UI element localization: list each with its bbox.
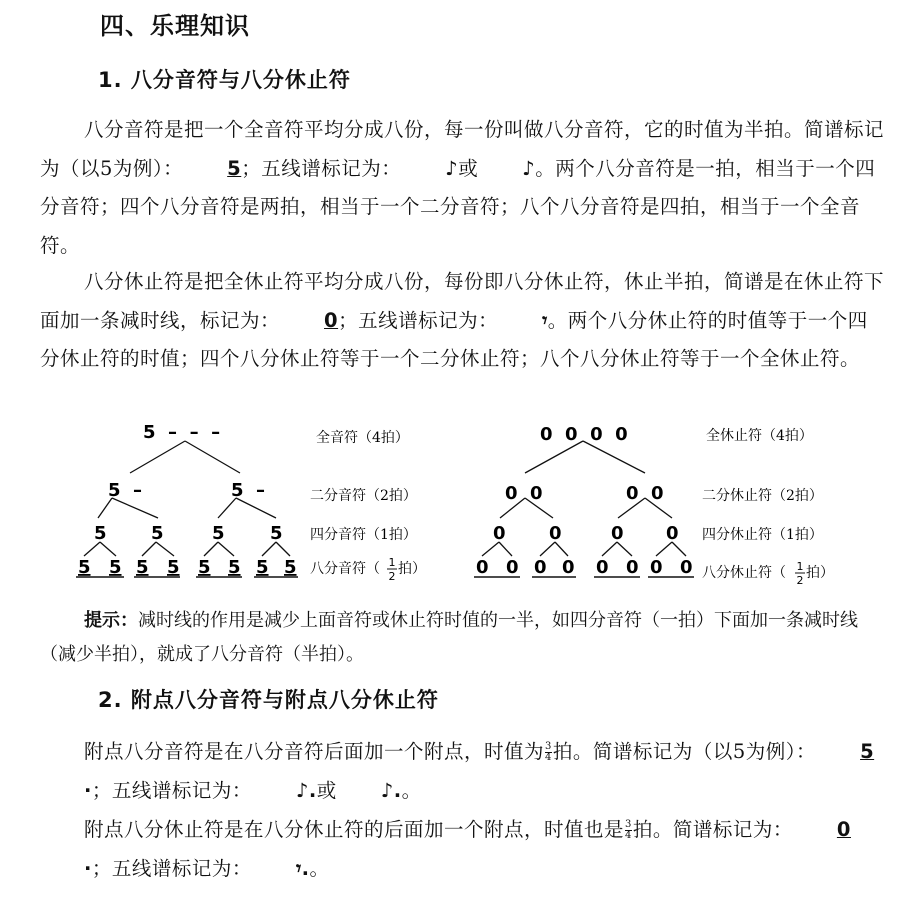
eighth-note: 5 [198,557,211,578]
frac-den: 4 [625,830,632,841]
staff-eighth-note-up-icon: ♪ [522,156,536,180]
tip-paragraph [40,604,885,672]
quarter-notes [94,523,283,544]
text: 。 [309,856,330,880]
quarter-note: 5 [270,523,283,544]
staff-eighth-rest-icon: 𝄾 [542,308,548,332]
text: ；五线谱标记为： [338,308,499,332]
eighth-rest: 0 [534,557,547,578]
label-whole-note: 全音符（4拍） [316,430,409,446]
eighth-note: 5 [78,557,91,578]
label-eighth-note-end: 拍） [398,561,426,577]
text: 附点八分休止符是在八分休止符的后面加一个附点，时值也是 [84,818,625,841]
eighth-note: 5 [284,557,297,578]
jianpu-dotted-eighth-rest: 0 [836,818,851,841]
quarter-rest: 0 [611,523,624,544]
eighth-rest: 0 [476,557,489,578]
label-eighth-note: 八分音符（ [310,561,380,577]
eighth-rest: 0 [596,557,609,578]
fraction-three-quarters [625,820,632,841]
eighth-rests [476,557,693,578]
label-eighth-rest-end: 拍） [806,565,834,581]
tip-label: 提示： [84,610,138,631]
eighth-rest: 0 [562,557,575,578]
frac-num: 3 [625,819,632,830]
whole-rest: 0 0 0 0 [540,424,628,445]
half-rest: 0 0 [505,483,543,504]
paragraph-eighth-note [40,111,885,265]
text: 八分音符是把一个全音符平均分成八份，每一份叫做八分音符，它的时值为半拍。简谱标记为（以5为例）： [40,118,885,180]
augmentation-dot: · [84,856,92,880]
text: 。 [401,778,422,802]
text: ；五线谱标记为： [91,856,252,880]
text: 。两个八分休止符的时值等于一个四分休止符的时值；四个八分休止符等于一个二分休止符；八个八分休止符等于一个全休止符。 [40,308,868,370]
quarter-note: 5 [151,523,164,544]
quarter-rest: 0 [493,523,506,544]
text: 。两个八分音符是一拍，相当于一个四分音符；四个八分音符是两拍，相当于一个二分音符；八个八分音符是四拍，相当于一个全音符。 [40,156,876,257]
jianpu-eighth-rest: 0 [324,308,339,332]
eighth-note: 5 [136,557,149,578]
quarter-note: 5 [212,523,225,544]
tip-text: 减时线的作用是减少上面音符或休止符时值的一半，如四分音符（一拍）下面加一条减时线（减少半拍），就成了八分音符（半拍）。 [40,610,858,665]
eighth-rest: 0 [506,557,519,578]
staff-dotted-eighth-note-down-icon: ♪. [380,778,402,802]
label-eighth-rest: 八分休止符（ [702,565,786,581]
staff-dotted-eighth-note-up-icon: ♪. [295,778,317,802]
paragraph-dotted-eighth-note [40,733,885,810]
half-rest: 0 0 [626,483,664,504]
jianpu-eighth-note: 5 [227,156,242,180]
text: 或 [458,156,479,180]
frac-num: 1 [388,556,396,569]
paragraph-dotted-eighth-rest [40,811,885,888]
frac-den: 2 [388,570,396,583]
eighth-note: 5 [228,557,241,578]
eighth-note: 5 [256,557,269,578]
note-division-diagram [0,410,920,595]
text: ；五线谱标记为： [241,156,402,180]
subsection-heading-2: 2. 附点八分音符与附点八分休止符 [98,688,439,712]
label-quarter-note: 四分音符（1拍） [310,527,417,543]
text: 或 [316,778,337,802]
fraction-three-quarters [545,742,552,763]
label-quarter-rest: 四分休止符（1拍） [702,527,823,543]
eighth-rest: 0 [650,557,663,578]
text: 拍。简谱标记为： [632,818,793,841]
frac-den: 2 [796,574,804,587]
eighth-note: 5 [167,557,180,578]
eighth-rest: 0 [626,557,639,578]
staff-eighth-note-down-icon: ♪ [445,156,459,180]
quarter-rest: 0 [666,523,679,544]
text: ；五线谱标记为： [91,778,252,802]
section-title: 四、乐理知识 [100,12,250,40]
text: 附点八分音符是在八分音符后面加一个附点，时值为 [84,740,545,763]
eighth-note: 5 [109,557,122,578]
augmentation-dot: · [84,778,92,802]
label-half-rest: 二分休止符（2拍） [702,488,823,504]
eighth-rest: 0 [680,557,693,578]
jianpu-dotted-eighth-note: 5 [860,740,875,763]
frac-num: 1 [796,560,804,573]
paragraph-eighth-rest [40,263,885,379]
half-note: 5 – [108,480,143,501]
subsection-heading-1: 1. 八分音符与八分休止符 [98,68,351,92]
frac-num: 3 [545,741,552,752]
whole-note: 5 – – – [143,422,221,443]
half-note: 5 – [231,480,266,501]
quarter-rests [493,523,679,544]
quarter-rest: 0 [549,523,562,544]
text: 八分休止符是把全休止符平均分成八份，每份即八分休止符，休止半拍，简谱是在休止符下面加一条减时线，标记为： [40,270,885,332]
label-whole-rest: 全休止符（4拍） [706,428,813,444]
frac-den: 4 [545,752,552,763]
label-half-note: 二分音符（2拍） [310,488,417,504]
eighth-notes [78,557,297,578]
text: 拍。简谱标记为（以5为例）： [552,740,817,763]
quarter-note: 5 [94,523,107,544]
staff-dotted-eighth-rest-icon: 𝄾. [295,856,310,880]
